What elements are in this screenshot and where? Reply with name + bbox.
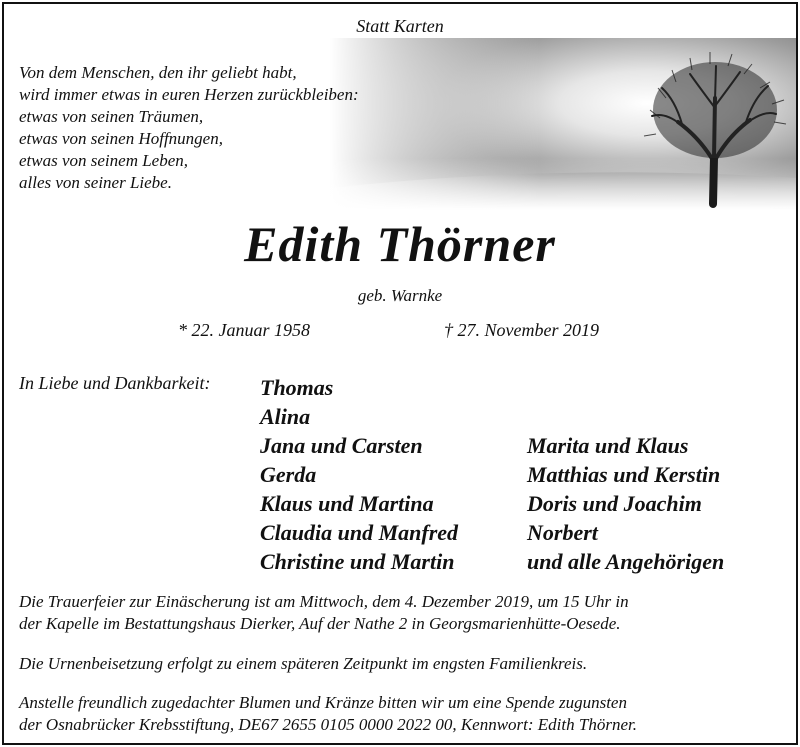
maiden-name: geb. Warnke (357, 286, 443, 305)
burial-notice (19, 653, 587, 675)
deceased-name: Edith Thörner (244, 216, 556, 272)
mourners-column-1 (260, 373, 458, 576)
poem-line: alles von seiner Liebe. (19, 173, 172, 192)
mourner-name: und alle Angehörigen (527, 549, 725, 574)
mourners-column-2 (527, 431, 724, 576)
notice-line: Die Urnenbeisetzung erfolgt zu einem späteren Zeitpunkt im engsten Familienkreis. (19, 654, 588, 673)
notice-line: Die Trauerfeier zur Einäscherung ist am Mittwoch, dem 4. Dezember 2019, um 15 Uhr in (19, 592, 629, 611)
poem-line: etwas von seinen Hoffnungen, (19, 129, 223, 148)
mourner-name: Christine und Martin (260, 549, 455, 574)
mourner-name: Thomas (260, 375, 334, 400)
death-date: † 27. November 2019 (444, 320, 599, 340)
notice-line: der Osnabrücker Krebsstiftung, DE67 2655 0105 0000 2022 00, Kennwort: Edith Thörner. (19, 715, 637, 734)
donation-notice (19, 692, 637, 736)
notice-line: Anstelle freundlich zugedachter Blumen und Kränze bitten wir um eine Spende zugunsten (19, 693, 627, 712)
mourners-intro: In Liebe und Dankbarkeit: (19, 373, 211, 393)
mourner-name: Gerda (260, 462, 317, 487)
poem-line: wird immer etwas in euren Herzen zurückbleiben: (19, 85, 359, 104)
poem-line: Von dem Menschen, den ihr geliebt habt, (19, 63, 297, 82)
mourner-name: Claudia und Manfred (260, 520, 459, 545)
poem-line: etwas von seinen Träumen, (19, 107, 204, 126)
mourner-name: Doris und Joachim (527, 491, 702, 516)
mourner-name: Matthias und Kerstin (527, 462, 721, 487)
mourner-name: Klaus und Martina (260, 491, 434, 516)
poem-line: etwas von seinem Leben, (19, 151, 189, 170)
tree-landscape-icon (330, 38, 796, 210)
mourner-name: Alina (260, 404, 311, 429)
ceremony-notice (19, 591, 629, 635)
mourner-name: Jana und Carsten (260, 433, 423, 458)
poem (19, 62, 359, 194)
notice-line: der Kapelle im Bestattungshaus Dierker, Auf der Nathe 2 in Georgsmarienhütte-Oesede. (19, 614, 621, 633)
birth-date: * 22. Januar 1958 (178, 320, 310, 340)
header-text: Statt Karten (356, 16, 444, 36)
mourner-name: Norbert (527, 520, 598, 545)
mourner-name: Marita und Klaus (527, 433, 689, 458)
